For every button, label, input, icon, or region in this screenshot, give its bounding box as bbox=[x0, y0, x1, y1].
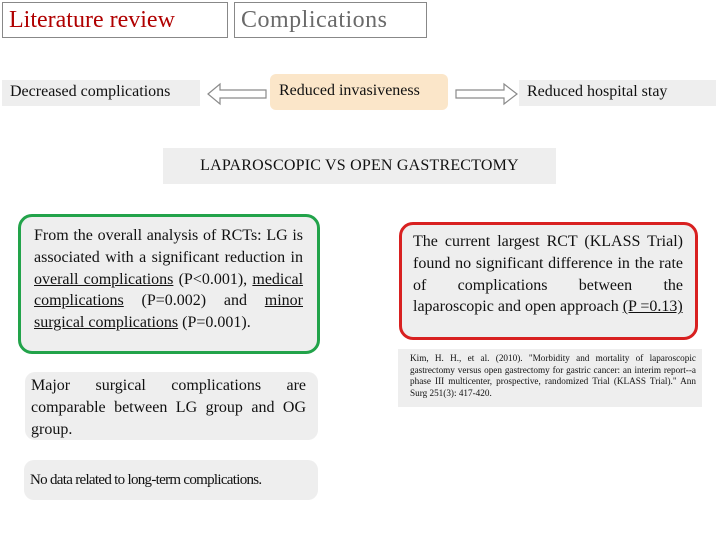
rct-text-2: (P<0.001), bbox=[173, 270, 253, 288]
rct-text-1: From the overall analysis of RCTs: LG is associated with a significant reduction in bbox=[34, 227, 303, 266]
tab-complications: Complications bbox=[234, 2, 427, 38]
reduced-hospital-stay-label: Reduced hospital stay bbox=[519, 80, 716, 106]
p-value-text: (P =0.13) bbox=[622, 298, 683, 316]
section-heading: LAPAROSCOPIC VS OPEN GASTRECTOMY bbox=[163, 148, 556, 184]
long-term-complications-box: No data related to long-term complications. bbox=[24, 460, 318, 500]
overall-complications-text: overall complications bbox=[34, 270, 174, 288]
klass-trial-text: The current largest RCT (KLASS Trial) found no significant difference in the rate of complications between the laparoscopic and open approach bbox=[413, 233, 683, 316]
rct-text-4: (P=0.001). bbox=[178, 314, 251, 332]
decreased-complications-label: Decreased complications bbox=[2, 80, 200, 106]
major-complications-box: Major surgical complications are comparable between LG group and OG group. bbox=[25, 372, 318, 440]
klass-trial-box bbox=[399, 222, 698, 340]
rct-analysis-box bbox=[18, 214, 320, 354]
medical-complications-text: medical complications bbox=[34, 270, 304, 310]
minor-surgical-complications-text: minor surgical complications bbox=[34, 292, 303, 332]
reduced-invasiveness-label: Reduced invasiveness bbox=[270, 74, 448, 110]
reference-citation: Kim, H. H., et al. (2010). "Morbidity and mortality of laparoscopic gastrectomy versus open gastrectomy for gastric cancer: an interim report--a phase III multicenter, prospective, randomized Trial (KLASS Trial)." Ann Surg 251(3): 417-420. bbox=[398, 349, 702, 407]
rct-text-3: (P=0.002) and bbox=[123, 292, 265, 310]
tab-literature-review: Literature review bbox=[2, 2, 228, 38]
